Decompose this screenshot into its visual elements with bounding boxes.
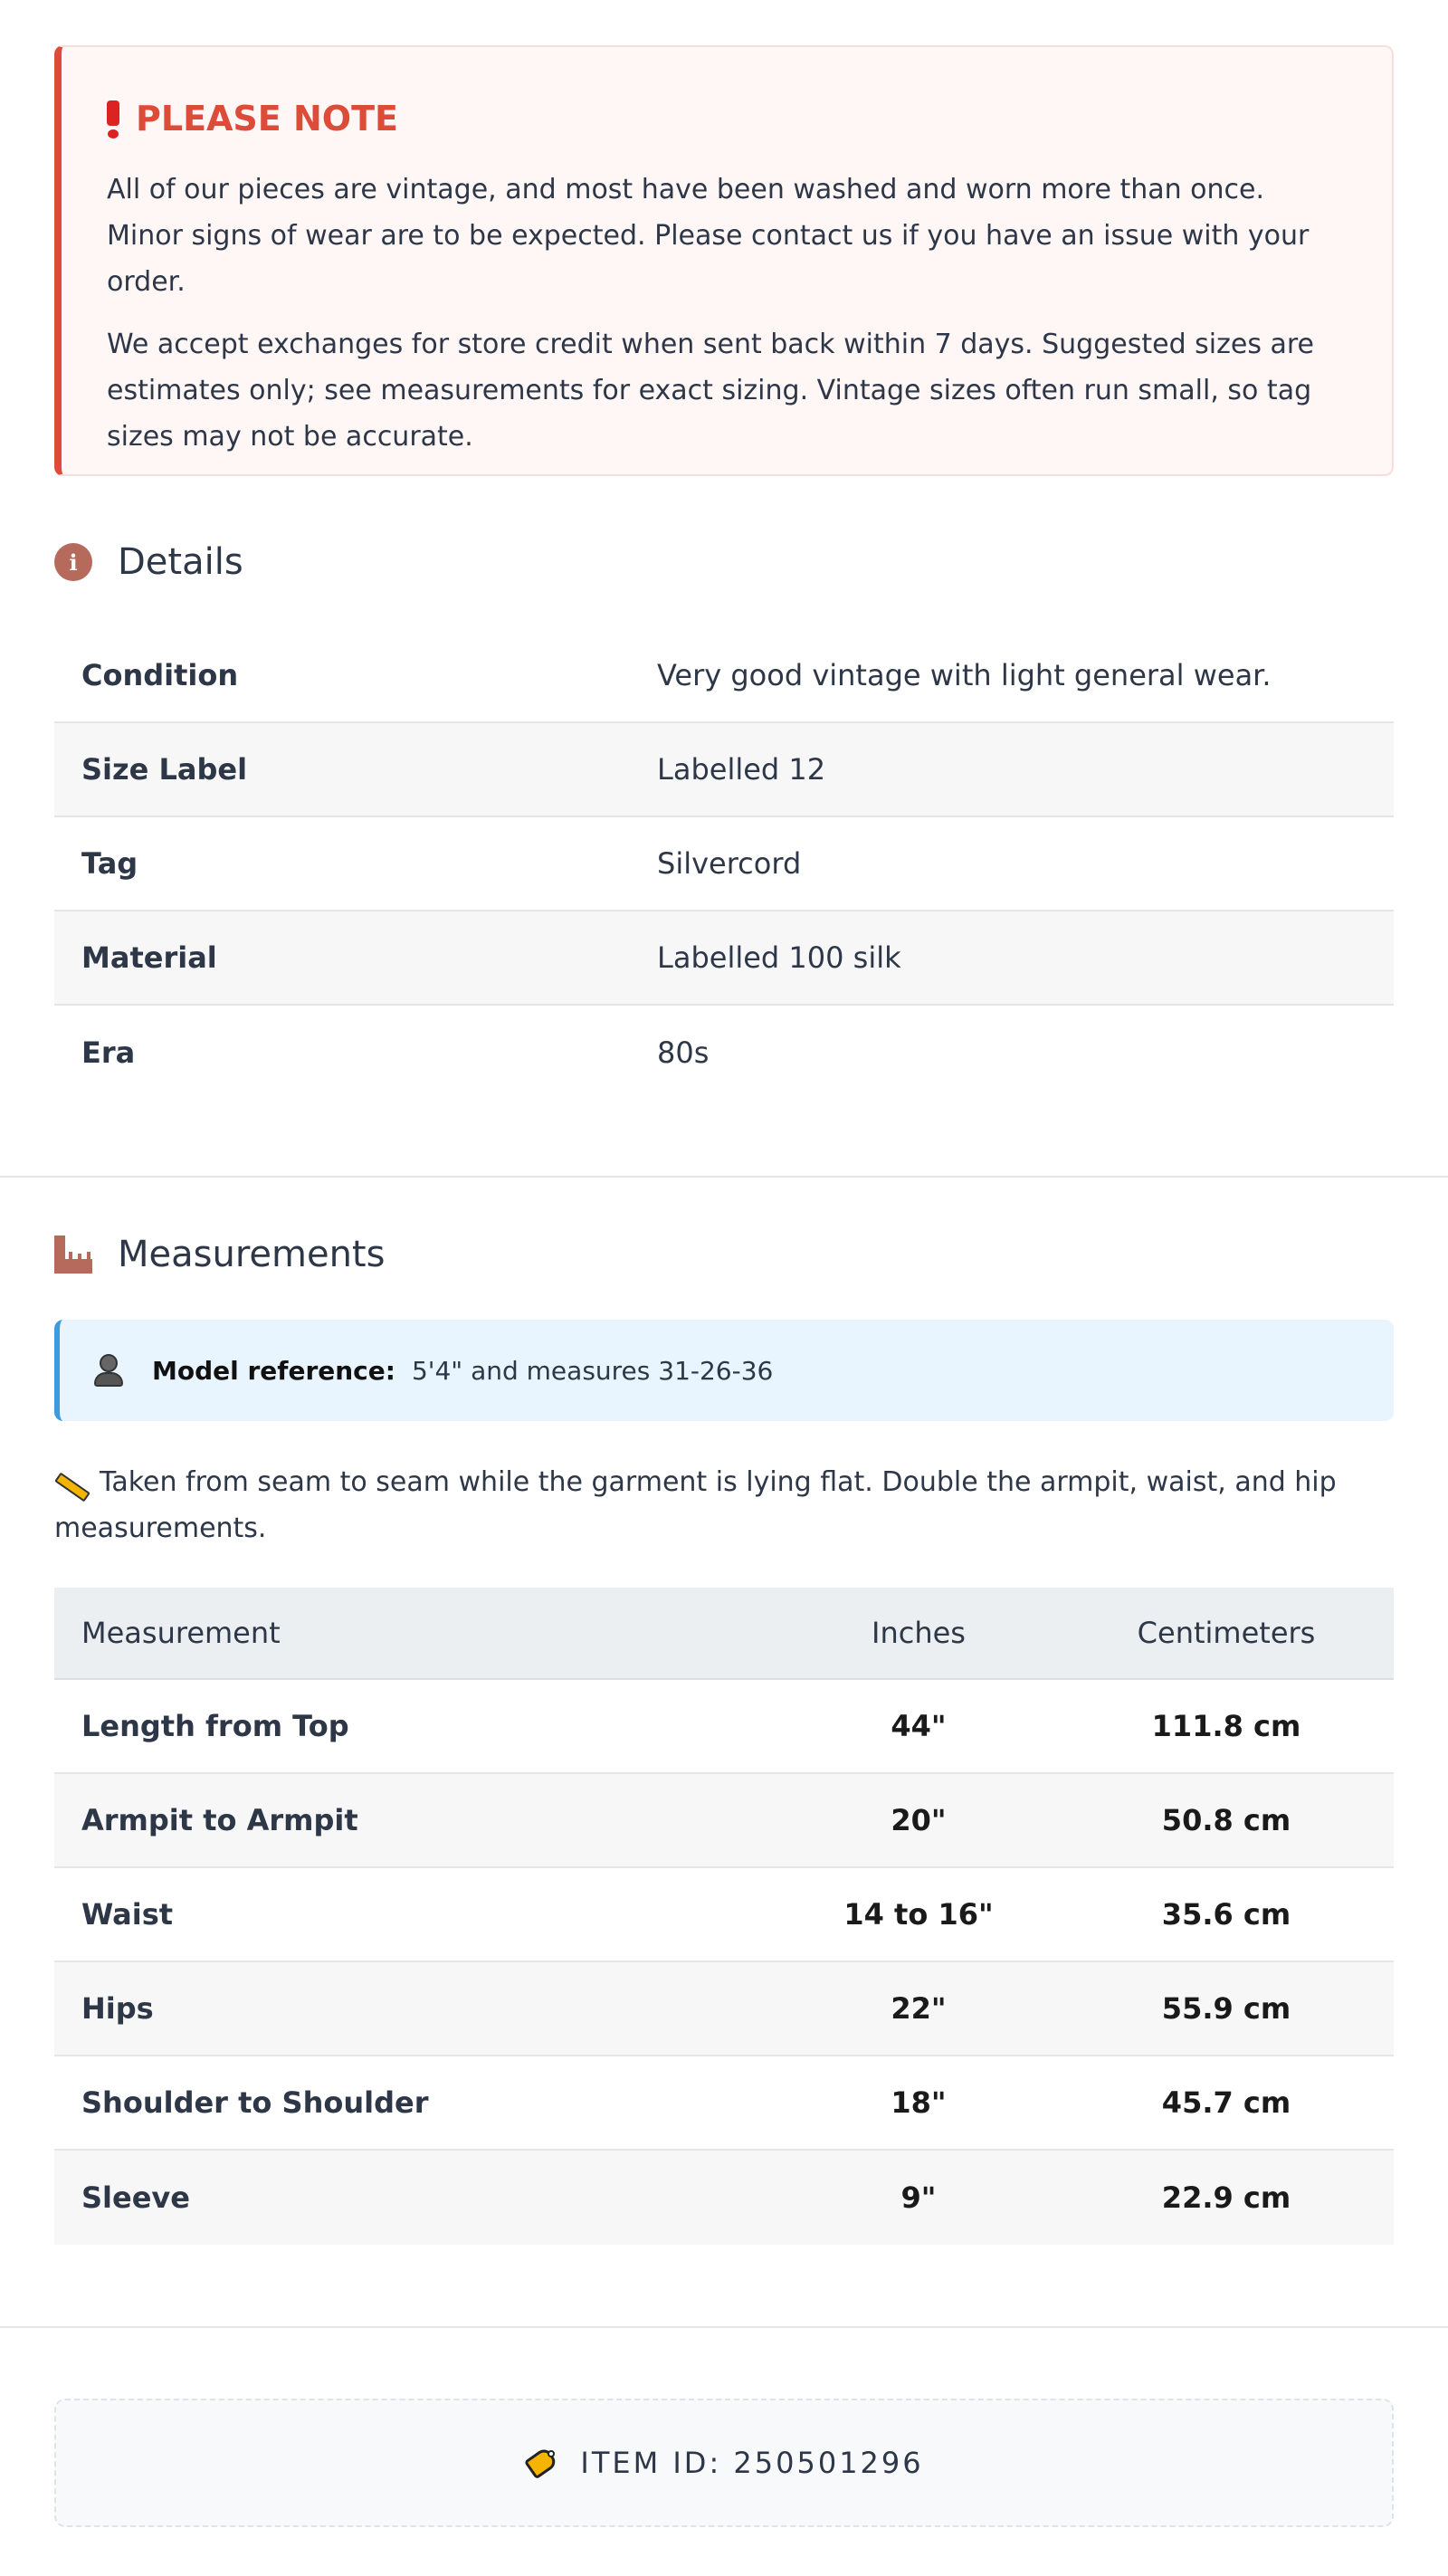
measurement-note <box>54 1459 1394 1551</box>
exclamation-icon <box>107 100 119 137</box>
measurements-heading <box>54 1234 385 1275</box>
notice-paragraph-2: We accept exchanges for store credit when sent back within 7 days. Suggested sizes are estimates only; see measurements for exact sizing. Vintage sizes often run small, so tag sizes may not be accurate. <box>107 329 1315 453</box>
model-reference-box <box>54 1320 1394 1421</box>
measurement-name: Shoulder to Shoulder <box>81 2085 429 2120</box>
measurement-inches: 9" <box>900 2180 937 2215</box>
detail-value: 80s <box>657 1035 710 1070</box>
measurements-table <box>54 1588 1394 2245</box>
item-id-box <box>54 2399 1394 2527</box>
table-row <box>54 2056 1394 2151</box>
table-row <box>54 911 1394 1006</box>
details-table <box>54 629 1394 1100</box>
table-row <box>54 1962 1394 2056</box>
details-heading <box>54 541 243 583</box>
measurements-title: Measurements <box>118 1234 386 1275</box>
table-row <box>54 2151 1394 2245</box>
measurement-cm: 22.9 cm <box>1161 2180 1291 2215</box>
measurement-inches: 14 to 16" <box>843 1897 994 1932</box>
measurement-note-text: Taken from seam to seam while the garment is lying flat. Double the armpit, waist, and hip measurements. <box>54 1466 1337 1544</box>
table-row <box>54 629 1394 723</box>
section-divider <box>0 2326 1448 2328</box>
detail-label: Size Label <box>81 752 248 787</box>
table-row <box>54 1868 1394 1962</box>
table-row <box>54 1006 1394 1100</box>
detail-value: Silvercord <box>657 846 802 881</box>
measurement-name: Hips <box>81 1991 154 2026</box>
column-header-measurement: Measurement <box>81 1616 281 1650</box>
tag-icon <box>524 2445 560 2481</box>
table-row <box>54 1774 1394 1868</box>
measurement-cm: 45.7 cm <box>1161 2085 1291 2120</box>
detail-label: Era <box>81 1035 136 1070</box>
notice-paragraph-1: All of our pieces are vintage, and most have been washed and worn more than once. Minor signs of wear are to be expected. Please contact us if you have an issue with your order. <box>107 174 1310 298</box>
notice-title-text: PLEASE NOTE <box>136 99 398 138</box>
model-reference-value: 5'4" and measures 31-26-36 <box>411 1355 774 1386</box>
table-row <box>54 817 1394 911</box>
ruler-icon <box>54 1236 92 1274</box>
person-icon <box>92 1352 125 1388</box>
details-title: Details <box>118 541 243 583</box>
measurement-cm: 50.8 cm <box>1161 1803 1291 1837</box>
table-row <box>54 1680 1394 1774</box>
detail-label: Condition <box>81 658 239 692</box>
column-header-inches: Inches <box>872 1616 966 1650</box>
detail-label: Tag <box>81 846 138 881</box>
notice-title <box>107 96 1347 141</box>
measurement-inches: 18" <box>891 2085 947 2120</box>
detail-value: Labelled 12 <box>657 752 826 787</box>
measurement-cm: 35.6 cm <box>1161 1897 1291 1932</box>
pencil-icon <box>54 1474 89 1494</box>
measurement-cm: 111.8 cm <box>1151 1709 1301 1743</box>
measurement-inches: 22" <box>891 1991 947 2026</box>
table-row <box>54 723 1394 817</box>
column-header-centimeters: Centimeters <box>1137 1616 1316 1650</box>
measurement-name: Armpit to Armpit <box>81 1803 358 1837</box>
detail-label: Material <box>81 940 217 975</box>
model-reference-label: Model reference: <box>152 1355 395 1386</box>
table-header <box>54 1588 1394 1680</box>
measurement-inches: 20" <box>891 1803 947 1837</box>
measurement-inches: 44" <box>891 1709 947 1743</box>
info-icon: i <box>54 543 92 581</box>
measurement-name: Waist <box>81 1897 174 1932</box>
section-divider <box>0 1176 1448 1178</box>
measurement-name: Length from Top <box>81 1709 349 1743</box>
measurement-name: Sleeve <box>81 2180 190 2215</box>
detail-value: Very good vintage with light general wear. <box>657 658 1272 692</box>
measurement-cm: 55.9 cm <box>1161 1991 1291 2026</box>
detail-value: Labelled 100 silk <box>657 940 901 975</box>
notice-box <box>54 45 1394 476</box>
item-id-label: ITEM ID: 250501296 <box>580 2446 924 2480</box>
